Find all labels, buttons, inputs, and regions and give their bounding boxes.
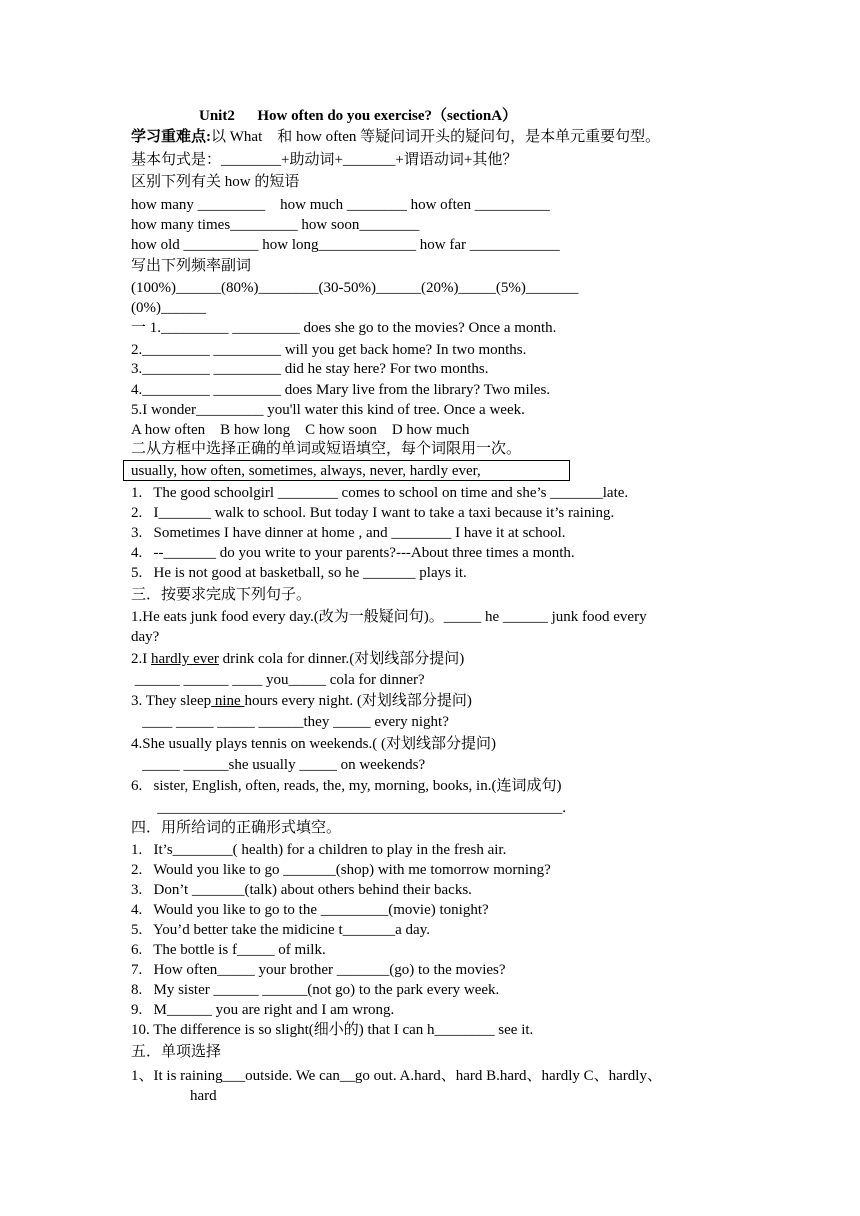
section4-item: 1. It’s________( health) for a children to play in the fresh air. [131,842,507,858]
section4-item: 9. M______ you are right and I am wrong. [131,1002,395,1018]
section3-answer-blanks: ______________________________________________________. [131,800,566,816]
section4-item: 6. The bottle is f_____ of milk. [131,942,326,958]
section5-question [131,1067,662,1086]
section3-answer-blanks: _____ ______she usually _____ on weekends? [131,757,426,773]
q2-before: 2.I [131,651,151,667]
section3-question [131,692,472,711]
phrases-row: how many _________ how much ________ how often __________ [131,197,550,213]
phrases-heading: 区别下列有关 how 的短语 [131,174,300,190]
section3-heading: 三．按要求完成下列句子。 [131,587,312,603]
section1-question: 4._________ _________ does Mary live from the library? Two miles. [131,382,551,398]
q1-blank2: __ [339,1068,355,1084]
section5-heading: 五．单项选择 [131,1044,222,1060]
q1-blank1: ___ [222,1068,246,1084]
frequency-row: (0%)______ [131,300,206,316]
section3-question: 4.She usually plays tennis on weekends.( (对划线部分提问) [131,736,496,752]
q3-underlined: nine [211,693,245,709]
section2-item: 1. The good schoolgirl ________ comes to school on time and she’s _______late. [131,485,629,501]
worksheet-title: Unit2 How often do you exercise?（sectionA） [199,108,518,124]
q1-part1: 1、It is raining [131,1068,223,1084]
section3-answer-blanks: ______ ______ ____ you_____ cola for dinner? [131,672,425,688]
section3-question-cont: day? [131,629,160,645]
q3-after: hours every night. (对划线部分提问) [244,693,472,709]
section1-question: 一 1._________ _________ does she go to the movies? Once a month. [131,320,557,336]
section2-item: 2. I_______ walk to school. But today I want to take a taxi because it’s raining. [131,505,615,521]
q1-part2: outside. We can [245,1068,340,1084]
q2-underlined: hardly ever [151,651,219,667]
sentence-pattern: 基本句式是：________+助动词+_______+谓语动词+其他？ [131,152,518,168]
q2-after: drink cola for dinner.(对划线部分提问) [218,651,465,667]
frequency-heading: 写出下列频率副词 [131,258,252,274]
section2-heading: 二从方框中选择正确的单词或短语填空，每个词限用一次。 [131,441,522,457]
section3-answer-blanks: ____ _____ _____ ______they _____ every night? [131,714,449,730]
section1-question: 5.I wonder_________ you'll water this kind of tree. Once a week. [131,402,525,418]
section5-question-cont: hard [190,1088,217,1104]
section4-item: 4. Would you like to go to the _________(movie) tonight? [131,902,489,918]
section2-item: 4. --_______ do you write to your parents?---About three times a month. [131,545,575,561]
section4-heading: 四．用所给词的正确形式填空。 [131,820,342,836]
section2-item: 3. Sometimes I have dinner at home , and ________ I have it at school. [131,525,566,541]
section1-question: 3._________ _________ did he stay here? For two months. [131,361,489,377]
key-points-label: 学习重难点: [131,129,211,145]
word-box-text: usually, how often, sometimes, always, never, hardly ever, [131,463,481,479]
section2-item: 5. He is not good at basketball, so he _______ plays it. [131,565,467,581]
frequency-row: (100%)______(80%)________(30-50%)______(20%)_____(5%)_______ [131,280,579,296]
key-points-line [131,128,660,147]
phrases-row: how old __________ how long_____________ how far ____________ [131,237,560,253]
section3-question [131,650,464,669]
section1-question: 2._________ _________ will you get back home? In two months. [131,342,527,358]
section4-item: 7. How often_____ your brother _______(go) to the movies? [131,962,506,978]
key-points-text: 以 What 和 how often 等疑问词开头的疑问句，是本单元重要句型。 [211,129,661,145]
section3-question: 6. sister, English, often, reads, the, my, morning, books, in.(连词成句) [131,778,562,794]
section4-item: 3. Don’t _______(talk) about others behind their backs. [131,882,472,898]
section1-options: A how often B how long C how soon D how much [131,422,470,438]
section4-item: 2. Would you like to go _______(shop) with me tomorrow morning? [131,862,551,878]
phrases-row: how many times_________ how soon________ [131,217,420,233]
section4-item: 10. The difference is so slight(细小的) that I can h________ see it. [131,1022,534,1038]
section4-item: 5. You’d better take the midicine t_______a day. [131,922,430,938]
q1-part3: go out. A.hard、hard B.hard、hardly C、hardly、 [354,1068,662,1084]
section3-question: 1.He eats junk food every day.(改为一般疑问句)。_____ he ______ junk food every [131,609,647,625]
q3-before: 3. They sleep [131,693,212,709]
section4-item: 8. My sister ______ ______(not go) to the park every week. [131,982,500,998]
